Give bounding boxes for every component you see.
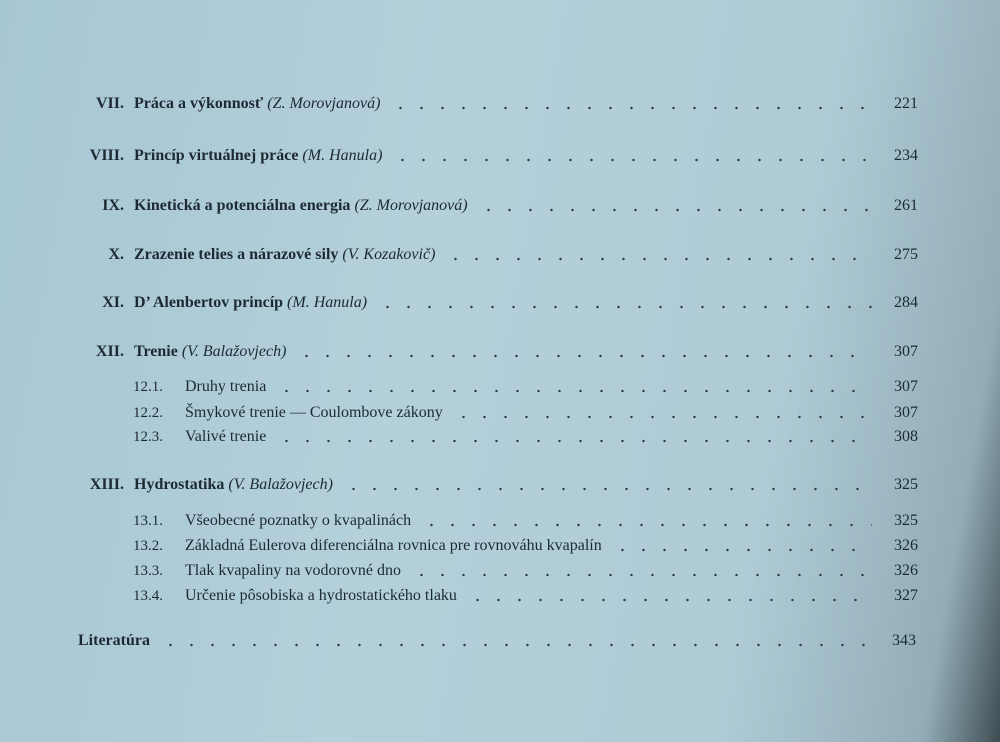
toc-section: [133, 512, 918, 538]
toc-section: [133, 378, 918, 404]
chapter-author: (V. Kozakovič): [342, 246, 436, 263]
toc-literature: [78, 632, 916, 658]
leader-dots: [421, 522, 872, 528]
leader-dots: [478, 207, 872, 213]
toc-chapter-ix: [80, 197, 918, 223]
section-number: 13.1.: [133, 513, 163, 529]
leader-dots: [296, 353, 872, 359]
chapter-number: VII.: [95, 95, 124, 112]
section-number: 12.3.: [133, 429, 163, 445]
leader-dots: [276, 438, 872, 444]
section-number: 12.1.: [133, 379, 163, 395]
section-title: Valivé trenie: [185, 428, 267, 445]
page-number: 308: [894, 428, 918, 445]
chapter-title: Práca a výkonnosť: [134, 95, 264, 112]
chapter-author: (M. Hanula): [287, 294, 368, 311]
chapter-author: (M. Hanula): [302, 147, 383, 164]
toc-section: [133, 404, 918, 430]
section-title: Druhy trenia: [185, 378, 267, 395]
leader-dots: [343, 486, 872, 492]
leader-dots: [445, 256, 872, 262]
chapter-title: D’ Alenbertov princíp: [134, 294, 284, 311]
toc-chapter-xiii: [80, 476, 918, 502]
page-number: 221: [894, 95, 918, 112]
chapter-title: Zrazenie telies a nárazové sily: [134, 246, 339, 263]
chapter-number: VIII.: [89, 147, 124, 164]
page-number: 261: [894, 197, 918, 214]
page-number: 325: [894, 512, 918, 529]
chapter-number: X.: [108, 246, 124, 263]
toc-section: [133, 562, 918, 588]
leader-dots: [411, 572, 872, 578]
section-number: 13.4.: [133, 588, 163, 604]
chapter-title: Kinetická a potenciálna energia: [134, 197, 351, 214]
page-number: 326: [894, 537, 918, 554]
page-number: 275: [894, 246, 918, 263]
page-number: 307: [894, 378, 918, 395]
toc-section: [133, 428, 918, 454]
chapter-author: (Z. Morovjanová): [267, 95, 381, 112]
page-number: 307: [894, 404, 918, 421]
section-title: Určenie pôsobiska a hydrostatického tlaku: [185, 587, 457, 604]
section-number: 13.3.: [133, 563, 163, 579]
page-number: 326: [894, 562, 918, 579]
section-title: Šmykové trenie — Coulombove zákony: [185, 404, 443, 421]
leader-dots: [390, 105, 872, 111]
section-title: Všeobecné poznatky o kvapalinách: [185, 512, 412, 529]
leader-dots: [612, 547, 872, 553]
section-number: 13.2.: [133, 538, 163, 554]
leader-dots: [392, 157, 872, 163]
chapter-number: XII.: [95, 343, 124, 360]
toc-chapter-xi: [80, 294, 918, 320]
section-title: Tlak kvapaliny na vodorovné dno: [185, 562, 401, 579]
page-number: 325: [894, 476, 918, 493]
toc-section: [133, 587, 918, 613]
section-title: Základná Eulerova diferenciálna rovnica pre rovnováhu kvapalín: [185, 537, 602, 554]
page-number: 234: [894, 147, 918, 164]
chapter-author: (V. Balažovjech): [228, 476, 333, 493]
page-number: 307: [894, 343, 918, 360]
literature-title: Literatúra: [78, 632, 150, 649]
leader-dots: [453, 414, 872, 420]
toc-chapter-x: [80, 246, 918, 272]
chapter-title: Hydrostatika: [134, 476, 225, 493]
chapter-number: IX.: [102, 197, 124, 214]
toc-chapter-xii: [80, 343, 918, 369]
leader-dots: [276, 388, 872, 394]
chapter-author: (Z. Morovjanová): [354, 197, 468, 214]
page-number: 343: [892, 632, 916, 649]
toc-section: [133, 537, 918, 563]
page-number: 284: [894, 294, 918, 311]
toc-chapter-vii: [80, 95, 918, 121]
section-number: 12.2.: [133, 405, 163, 421]
toc-chapter-viii: [80, 147, 918, 173]
leader-dots: [467, 597, 872, 603]
leader-dots: [160, 642, 870, 648]
chapter-title: Princíp virtuálnej práce: [134, 147, 299, 164]
chapter-number: XIII.: [89, 476, 124, 493]
chapter-title: Trenie: [134, 343, 178, 360]
leader-dots: [377, 304, 872, 310]
page-number: 327: [894, 587, 918, 604]
chapter-number: XI.: [102, 294, 124, 311]
chapter-author: (V. Balažovjech): [181, 343, 287, 360]
